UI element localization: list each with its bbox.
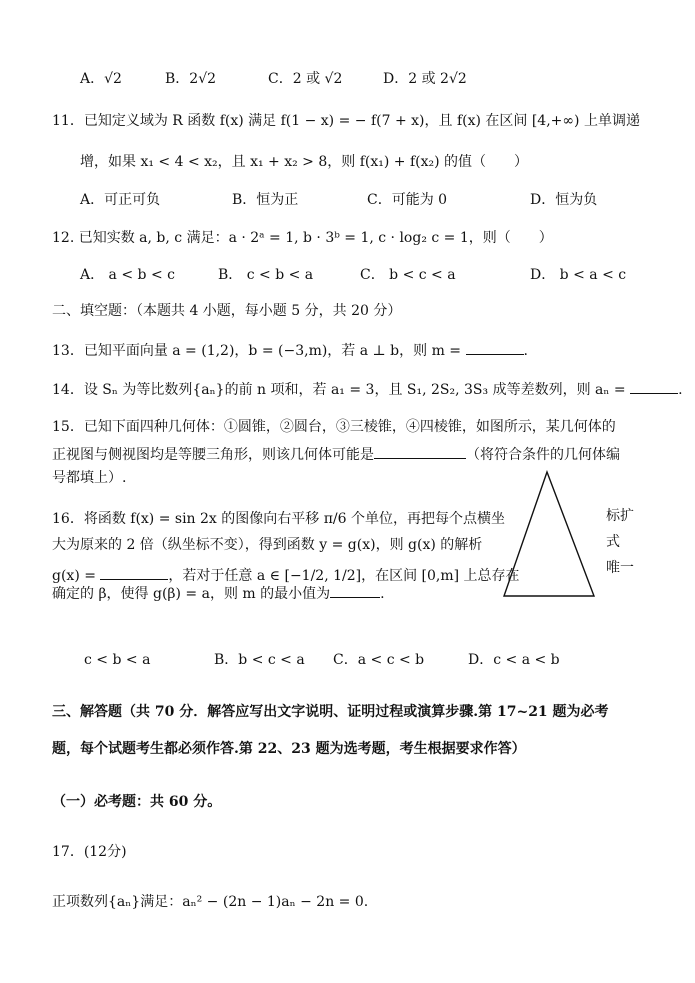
part-1-heading: （一）必考题：共 60 分。 (52, 794, 222, 810)
q16-answer-blank-1[interactable] (100, 565, 168, 580)
q15-line-3: 号都填上）. (52, 470, 127, 486)
stray-option-d: D．c < a < b (468, 652, 560, 668)
triangle-shape (504, 472, 594, 596)
q12-option-b: B． c < b < a (218, 267, 314, 283)
q13-tail: . (523, 343, 528, 359)
q16-answer-blank-2[interactable] (330, 583, 380, 598)
q14-stem: 14．设 Sₙ 为等比数列{aₙ}的前 n 项和，若 a₁ = 3，且 S₁, 2S₂, 3S₃ 成等差数列，则 aₙ = (52, 382, 626, 398)
q16-line-3b: ，若对于任意 a ∈ [−1/2, 1/2]，在区间 [0,m] 上总存在 (168, 568, 520, 584)
side-text-3: 唯一 (606, 560, 634, 576)
q12-option-a: A． a < b < c (80, 267, 175, 283)
q14-answer-blank[interactable] (630, 379, 678, 394)
q12-option-d: D． b < a < c (530, 267, 627, 283)
q11-line-2: 增，如果 x₁ < 4 < x₂，且 x₁ + x₂ > 8，则 f(x₁) + f(x₂) 的值（ ） (80, 154, 529, 170)
q10-option-a: A．√2 (80, 71, 122, 87)
q15-line-2b: （将符合条件的几何体编 (466, 447, 620, 463)
q16-line-4 (52, 583, 385, 603)
q16-line-1: 16．将函数 f(x) = sin 2x 的图像向右平移 π/6 个单位，再把每个点横坐 (52, 511, 506, 527)
q17-text: 正项数列{aₙ}满足：aₙ² − (2n − 1)aₙ − 2n = 0. (52, 894, 369, 910)
q11-option-b: B．恒为正 (232, 192, 299, 208)
q16-line-3a: g(x) = (52, 568, 96, 584)
q10-option-c: C．2 或 √2 (268, 71, 343, 87)
section-2-heading: 二、填空题：（本题共 4 小题，每小题 5 分，共 20 分） (52, 303, 402, 319)
q14-tail: . (678, 382, 683, 398)
q13-stem: 13．已知平面向量 a = (1,2)，b = (−3,m)，若 a ⊥ b，则 m = (52, 343, 462, 359)
q15-line-1: 15．已知下面四种几何体：①圆锥，②圆台，③三棱锥，④四棱锥，如图所示，某几何体的 (52, 419, 616, 435)
q12-option-c: C． b < c < a (360, 267, 456, 283)
q15-answer-blank[interactable] (374, 444, 466, 459)
q15-line-2 (52, 444, 620, 464)
q12-line-1: 12. 已知实数 a, b, c 满足：a · 2ᵃ = 1, b · 3ᵇ = 1, c · log₂ c = 1，则（ ） (52, 230, 553, 246)
q14-text (52, 379, 683, 399)
q16-line-3 (52, 565, 520, 585)
stray-option-a: c < b < a (84, 652, 151, 668)
q13-answer-blank[interactable] (466, 340, 524, 355)
side-text-1: 标扩 (606, 508, 634, 524)
q15-line-2a: 正视图与侧视图均是等腰三角形，则该几何体可能是 (52, 447, 374, 463)
q10-option-d: D．2 或 2√2 (383, 71, 467, 87)
stray-option-c: C．a < c < b (333, 652, 425, 668)
q16-line-4b: . (380, 586, 385, 602)
q11-option-c: C．可能为 0 (367, 192, 448, 208)
q16-line-4a: 确定的 β，使得 g(β) = a，则 m 的最小值为 (52, 586, 331, 602)
q11-option-a: A．可正可负 (80, 192, 161, 208)
q11-line-1: 11．已知定义域为 R 函数 f(x) 满足 f(1 − x) = − f(7 + x)，且 f(x) 在区间 [4,+∞) 上单调递 (52, 113, 640, 129)
section-3-line-2: 题，每个试题考生都必须作答.第 22、23 题为选考题，考生根据要求作答） (52, 741, 526, 757)
q16-line-2: 大为原来的 2 倍（纵坐标不变），得到函数 y = g(x)，则 g(x) 的解析 (52, 537, 483, 553)
section-3-line-1: 三、解答题（共 70 分．解答应写出文字说明、证明过程或演算步骤.第 17~21 题为必考 (52, 704, 609, 720)
q11-option-d: D．恒为负 (530, 192, 598, 208)
q13-text (52, 340, 528, 360)
q17-heading: 17．(12分) (52, 844, 127, 860)
q10-option-b: B．2√2 (165, 71, 217, 87)
isosceles-triangle-figure (500, 470, 600, 600)
stray-option-b: B．b < c < a (214, 652, 305, 668)
side-text-2: 式 (606, 534, 620, 550)
